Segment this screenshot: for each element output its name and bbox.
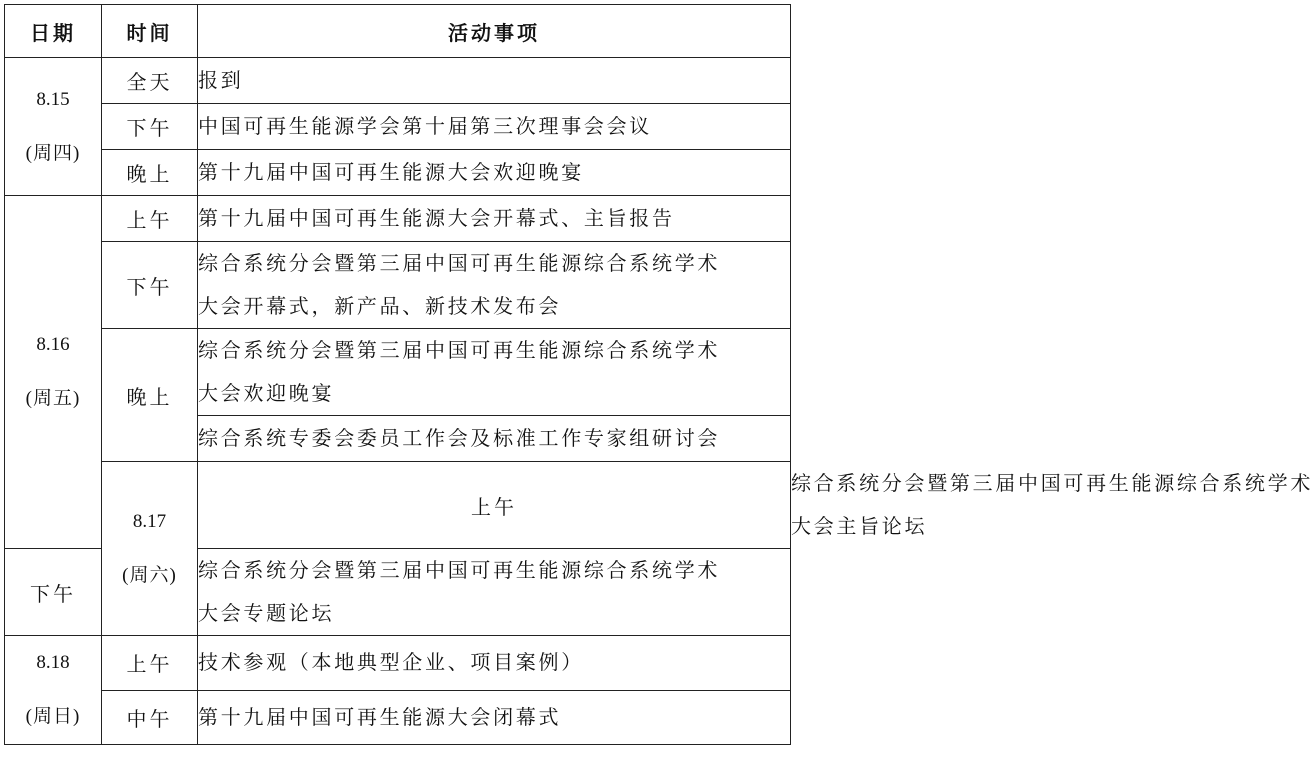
activity-line: 综合系统分会暨第三届中国可再生能源综合系统学术 [198,558,721,582]
header-activity: 活动事项 [198,5,791,58]
activity-line: 报到 [198,68,244,92]
table-row [5,690,791,745]
date-weekday: (周日) [25,706,81,727]
header-time: 时间 [102,5,198,58]
table-row [5,329,791,416]
activity-cell [198,196,791,242]
table-row: 8.17 (周六) 上午 综合系统分会暨第三届中国可再生能源综合系统学术 大会主旨论坛 [5,462,791,549]
time-cell: 下午 [102,242,198,329]
schedule-document [4,4,1313,745]
schedule-table [4,4,1313,745]
activity-cell [198,242,791,329]
activity-line: 综合系统专委会委员工作会及标准工作专家组研讨会 [198,426,721,450]
table-row [5,196,791,242]
activity-cell [198,329,791,416]
time-cell: 上午 [198,462,791,549]
date-day: 8.18 [36,652,70,673]
activity-line: 中国可再生能源学会第十届第三次理事会会议 [198,114,652,138]
table-row [5,150,791,196]
date-cell [102,462,198,636]
activity-cell [198,416,791,462]
activity-cell [198,549,791,636]
date-cell [5,58,102,196]
activity-line: 技术参观（本地典型企业、项目案例） [198,650,584,675]
table-row [5,242,791,329]
activity-line: 大会专题论坛 [198,601,335,625]
date-weekday: (周四) [25,142,81,164]
activity-cell [198,690,791,745]
time-cell: 晚上 [102,329,198,462]
activity-cell [198,636,791,691]
date-weekday: (周五) [25,388,81,409]
activity-line: 第十九届中国可再生能源大会开幕式、主旨报告 [198,206,675,230]
date-cell [5,196,102,549]
date-cell [5,636,102,745]
time-cell: 下午 [5,549,102,636]
activity-line: 大会欢迎晚宴 [198,381,335,405]
time-cell: 下午 [102,104,198,150]
header-date: 日期 [5,5,102,58]
date-day: 8.16 [36,334,70,355]
table-row [5,636,791,691]
table-row [5,104,791,150]
activity-cell [198,58,791,104]
time-cell: 晚上 [102,150,198,196]
time-cell: 全天 [102,58,198,104]
activity-line: 综合系统分会暨第三届中国可再生能源综合系统学术 [198,338,721,362]
activity-line: 第十九届中国可再生能源大会闭幕式 [198,704,562,729]
activity-line: 综合系统分会暨第三届中国可再生能源综合系统学术 [198,251,721,275]
activity-cell [198,150,791,196]
date-weekday: (周六) [122,564,177,586]
time-cell: 中午 [102,690,198,745]
activity-line: 第十九届中国可再生能源大会欢迎晚宴 [198,160,584,184]
header-row [5,5,791,58]
date-day: 8.15 [36,88,70,110]
time-cell: 上午 [102,636,198,691]
activity-line: 大会开幕式，新产品、新技术发布会 [198,294,562,318]
table-row [5,58,791,104]
time-cell: 上午 [102,196,198,242]
activity-cell [198,104,791,150]
date-day: 8.17 [132,510,167,532]
